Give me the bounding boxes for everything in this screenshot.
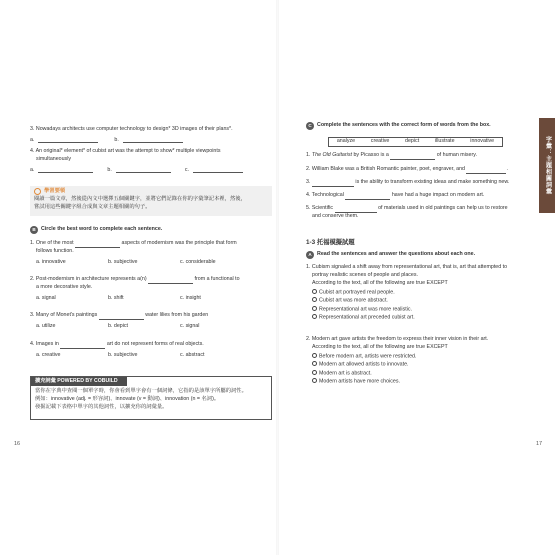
answer-option[interactable]	[312, 297, 554, 305]
question-b1-post: aspects of modernism was the principle that form	[121, 240, 237, 246]
option-c[interactable]: c. abstract	[180, 351, 205, 358]
study-tip-box	[30, 186, 272, 216]
question-b1-pre: 1. One of the most	[30, 240, 74, 246]
option-a[interactable]: a. signal	[36, 294, 56, 301]
option-b[interactable]: b. shift	[108, 294, 124, 301]
answer-blank[interactable]	[148, 278, 193, 284]
section-b-badge: B	[30, 226, 38, 234]
word-box-item: analyze	[336, 138, 356, 145]
question-4	[30, 148, 270, 175]
page-number-left: 16	[14, 441, 21, 447]
cobuild-line3: 發掘記載下表格中單字的其他詞性，以擴充你的詞彙量。	[35, 403, 168, 410]
section-c-title: Complete the sentences with the correct form of words from the box.	[317, 122, 491, 129]
question-b2-line2: a more decorative style.	[36, 283, 93, 290]
option-b[interactable]: b. depict	[108, 322, 129, 329]
radio-circle-icon[interactable]	[312, 289, 317, 294]
radio-circle-icon[interactable]	[312, 297, 317, 302]
right-page	[278, 0, 555, 555]
question-4-line1: 4. An original* element* of cubist art was the attempt to show* multiple viewpoints	[30, 148, 221, 154]
option-b[interactable]: b. subjective	[108, 258, 138, 265]
option-c[interactable]: c. considerable	[180, 258, 216, 265]
option-text: Representational art preceded cubist art.	[319, 314, 415, 321]
study-tip-heading: 學習要領	[44, 188, 66, 194]
option-a-label: a.	[30, 166, 35, 173]
word-box-item: creative	[370, 138, 390, 145]
radio-circle-icon[interactable]	[312, 314, 317, 319]
section-a-badge: A	[306, 251, 314, 259]
word-box-item: illustrate	[434, 138, 455, 145]
question-c3	[306, 179, 554, 187]
question-c5	[306, 205, 554, 221]
question-c1-post: of human misery.	[436, 152, 477, 158]
option-c[interactable]: c. signal	[180, 322, 200, 329]
answer-blank-b[interactable]	[123, 137, 183, 143]
option-b-label: b.	[114, 136, 119, 143]
cobuild-header: 擴充詞彙 POWERED BY COBUILD	[31, 377, 127, 386]
question-3	[30, 126, 265, 145]
question-b4-post: art do not represent forms of real objects.	[106, 341, 204, 347]
question-c2-text: 2. William Blake was a British Romantic painter, poet, engraver, and	[306, 166, 465, 172]
chapter-side-tab: 字彙：主題相關詞彙	[539, 118, 555, 213]
radio-circle-icon[interactable]	[312, 306, 317, 311]
word-box-item: innovative	[470, 138, 495, 145]
reading-q2-line1: 2. Modern art gave artists the freedom to express their inner vision in their art.	[306, 336, 489, 342]
section-a-title: Read the sentences and answer the questions about each one.	[317, 251, 476, 258]
question-c1	[306, 152, 546, 160]
question-b1	[30, 240, 272, 267]
option-text: Modern artists have more choices.	[319, 378, 400, 385]
question-b2	[30, 276, 272, 303]
answer-blank-c[interactable]	[193, 167, 243, 173]
option-a[interactable]: a. utilize	[36, 322, 56, 329]
option-c-label: c.	[184, 166, 189, 173]
answer-blank[interactable]	[345, 194, 390, 200]
study-tip-line2: 嘗試用這些關鍵字組合成與文章主題相關的句子。	[34, 203, 151, 210]
reading-question-1	[306, 264, 554, 323]
option-text: Cubist art portrayed real people.	[319, 289, 395, 296]
option-a[interactable]: a. innovative	[36, 258, 66, 265]
question-b3-pre: 3. Many of Monet's paintings	[30, 312, 98, 318]
question-3-text: 3. Nowadays architects use computer technology to design* 3D images of their plans*.	[30, 126, 233, 132]
answer-blank[interactable]	[466, 168, 506, 174]
reading-q2-options	[306, 353, 554, 387]
question-c2-post: .	[506, 166, 508, 172]
study-tip-line1: 閱讀一篇文章，然後從內文中選擇五個關鍵字，並將它們記錄在你的字彙筆記本裡，然後，	[34, 195, 246, 202]
question-c5-post: of materials used in old paintings can help us to restore	[378, 205, 508, 211]
option-text: Modern art allowed artists to innovate.	[319, 361, 409, 368]
question-b2-post: from a functional to	[194, 276, 240, 282]
reading-question-2	[306, 336, 554, 387]
answer-option[interactable]	[312, 306, 554, 314]
question-c3-post: is the ability to transform existing ideas and make something new.	[355, 179, 510, 185]
word-box	[328, 137, 503, 147]
reading-q1-line3: According to the text, all of the following are true EXCEPT	[312, 279, 448, 286]
cobuild-line2: 例如：innovative (adj. = 形容詞)、innovate (v = 動詞)、innovation (n = 名詞)。	[35, 395, 220, 402]
question-c5-line2: and conserve them.	[312, 212, 359, 219]
question-b2-pre: 2. Post-modernism in architecture represents a(n)	[30, 276, 147, 282]
question-c4	[306, 192, 554, 200]
question-c1-number: 1.	[306, 152, 311, 158]
question-c4-pre: 4. Technological	[306, 192, 344, 198]
option-text: Cubist art was more abstract.	[319, 297, 388, 304]
question-c4-post: have had a huge impact on modern art.	[391, 192, 485, 198]
question-b1-line2: follows function.	[36, 247, 74, 254]
answer-blank[interactable]	[390, 154, 435, 160]
page-number-right: 17	[536, 441, 543, 447]
study-tip-title	[34, 188, 268, 196]
question-c2	[306, 166, 554, 174]
question-b3	[30, 312, 272, 331]
artwork-title: The Old Guitarist	[311, 152, 352, 158]
option-text: Before modern art, artists were restricted.	[319, 353, 417, 360]
reading-q1-line2: portray realistic scenes of people and places.	[312, 271, 418, 278]
section-c-badge: C	[306, 122, 314, 130]
reading-q1-options	[306, 289, 554, 323]
reading-q1-line1: 1. Cubism signaled a shift away from representational art, that is, art that attempted to	[306, 264, 508, 270]
radio-circle-icon[interactable]	[312, 370, 317, 375]
option-text: Modern art is abstract.	[319, 370, 372, 377]
answer-blank[interactable]	[312, 181, 354, 187]
word-box-item: depict	[405, 138, 420, 145]
section-c-header	[306, 122, 491, 130]
answer-option[interactable]	[312, 353, 554, 361]
section-b-header	[30, 226, 162, 234]
answer-blank-a[interactable]	[38, 137, 98, 143]
answer-blank[interactable]	[99, 314, 144, 320]
section-b-title: Circle the best word to complete each sentence.	[41, 226, 163, 233]
option-c[interactable]: c. insight	[180, 294, 201, 301]
radio-circle-icon[interactable]	[312, 378, 317, 383]
answer-option[interactable]	[312, 361, 554, 369]
lightbulb-icon	[34, 188, 41, 195]
answer-option[interactable]	[312, 378, 554, 386]
answer-blank[interactable]	[60, 343, 105, 349]
cobuild-box	[30, 376, 272, 420]
section-a-header	[306, 251, 475, 259]
question-b4	[30, 341, 272, 360]
option-a[interactable]: a. creative	[36, 351, 61, 358]
answer-option[interactable]	[312, 370, 554, 378]
radio-circle-icon[interactable]	[312, 353, 317, 358]
reading-q2-line2: According to the text, all of the following are true EXCEPT	[312, 343, 448, 350]
option-b[interactable]: b. subjective	[108, 351, 138, 358]
answer-option[interactable]	[312, 314, 554, 322]
question-4-line2: simultaneously	[36, 155, 72, 162]
section-13-title: 1-3 托福模擬試題	[306, 239, 355, 246]
option-text: Representational art was more realistic.	[319, 306, 413, 313]
left-page	[0, 0, 277, 555]
question-c3-number: 3.	[306, 179, 311, 185]
answer-blank-b[interactable]	[116, 167, 171, 173]
question-c5-pre: 5. Scientific	[306, 205, 334, 211]
question-b4-pre: 4. Images in	[30, 341, 59, 347]
cobuild-line1: 當你在字典中查閱一個單字時，你會看到單字會有一個詞條，它指的是該單字所屬的詞性。	[35, 388, 247, 394]
radio-circle-icon[interactable]	[312, 361, 317, 366]
option-b-label: b.	[107, 166, 112, 173]
option-a-label: a.	[30, 136, 35, 143]
answer-option[interactable]	[312, 289, 554, 297]
question-b3-post: water lilies from his garden	[145, 312, 209, 318]
answer-blank-a[interactable]	[38, 167, 93, 173]
question-c1-mid: by Picasso is a	[353, 152, 389, 158]
answer-blank[interactable]	[75, 242, 120, 248]
